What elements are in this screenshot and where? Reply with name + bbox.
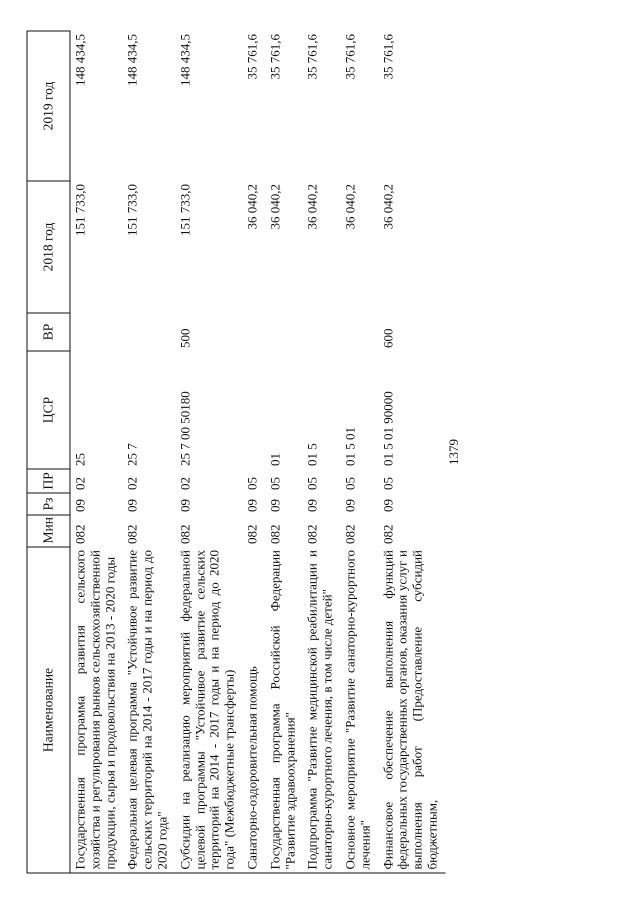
row-name: Финансовое обеспечение выполнения функций федеральных государственных органов, оказания услуг и выполнения работ (Предоставление субсидий бюджетным, — [378, 547, 445, 873]
row-2018: 151 733,0 — [72, 184, 88, 236]
row-csr: 01 5 01 — [342, 427, 358, 466]
row-vr — [265, 313, 303, 351]
row-pr: 05 — [244, 477, 260, 490]
row-csr: 25 — [72, 453, 88, 466]
row-2018: 36 040,2 — [304, 184, 320, 230]
page-number: 1379 — [446, 439, 461, 465]
row-vr — [123, 313, 175, 351]
row-rz: 09 — [124, 499, 140, 512]
row-name: Субсидии на реализацию мероприятий федеральной целевой программы "Устойчивое развитие сельских территорий на 2014 - 2017 годы и на период до 2020 года" (Межбюджетные трансферты) — [175, 547, 242, 873]
row-rz: 09 — [72, 499, 88, 512]
row-min: 082 — [124, 524, 140, 544]
row-pr: 05 — [267, 477, 283, 490]
row-min: 082 — [342, 524, 358, 544]
row-min: 082 — [267, 524, 283, 544]
table-row — [340, 31, 378, 873]
row-vr — [340, 313, 378, 351]
row-min: 082 — [72, 524, 88, 544]
row-name: Основное мероприятие "Развитие санаторно-курортного лечения" — [340, 547, 378, 873]
row-2019: 148 434,5 — [177, 34, 193, 86]
table-row — [378, 31, 445, 873]
header-min: Мин — [27, 515, 70, 547]
row-2018: 36 040,2 — [342, 184, 358, 230]
header-pr: ПР — [27, 469, 70, 493]
table-row — [175, 31, 242, 873]
row-vr: 600 — [380, 328, 396, 348]
header-name: Наименование — [27, 547, 70, 873]
row-2018: 151 733,0 — [177, 184, 193, 236]
row-vr — [242, 313, 265, 351]
row-csr: 01 5 — [304, 443, 320, 466]
header-2019: 2019 год — [27, 31, 70, 181]
row-2019: 35 761,6 — [342, 34, 358, 80]
row-rz: 09 — [342, 499, 358, 512]
row-csr — [242, 351, 265, 469]
row-vr: 500 — [177, 328, 193, 348]
row-rz: 09 — [177, 499, 193, 512]
row-2018: 36 040,2 — [267, 184, 283, 230]
row-2019: 35 761,6 — [244, 34, 260, 80]
row-pr: 05 — [342, 477, 358, 490]
budget-table — [27, 31, 446, 874]
row-csr: 01 5 01 90000 — [380, 391, 396, 466]
table-row — [242, 31, 265, 873]
row-2019: 148 434,5 — [124, 34, 140, 86]
row-2019: 148 434,5 — [72, 34, 88, 86]
header-rz: Рз — [27, 493, 70, 515]
header-row — [27, 31, 70, 873]
row-name: Федеральная целевая программа "Устойчивое развитие сельских территорий на 2014 - 2017 годы и на период до 2020 года" — [123, 547, 175, 873]
row-name: Государственная программа Российской Федерации "Развитие здравоохранения" — [265, 547, 303, 873]
row-csr: 25 7 — [124, 443, 140, 466]
row-rz: 09 — [380, 499, 396, 512]
row-name: Государственная программа развития сельского хозяйства и регулирования рынков сельскохозяйственной продукции, сырья и продовольствия на 2013 - 2020 годы — [70, 547, 123, 873]
row-2019: 35 761,6 — [380, 34, 396, 80]
row-name: Санаторно-оздоровительная помощь — [242, 547, 265, 873]
row-2019: 35 761,6 — [304, 34, 320, 80]
row-rz: 09 — [267, 499, 283, 512]
header-csr: ЦСР — [27, 351, 70, 469]
header-2018: 2018 год — [27, 181, 70, 313]
row-vr — [303, 313, 341, 351]
row-vr — [70, 313, 123, 351]
row-rz: 09 — [304, 499, 320, 512]
row-2018: 36 040,2 — [244, 184, 260, 230]
row-min: 082 — [177, 524, 193, 544]
row-csr: 25 7 00 50180 — [177, 391, 193, 466]
row-pr: 02 — [124, 477, 140, 490]
header-vr: ВР — [27, 313, 70, 351]
row-name: Подпрограмма "Развитие медицинской реабилитации и санаторно-курортного лечения, в том числе детей" — [303, 547, 341, 873]
row-csr: 01 — [267, 453, 283, 466]
row-2019: 35 761,6 — [267, 34, 283, 80]
table-row — [265, 31, 303, 873]
row-min: 082 — [304, 524, 320, 544]
row-pr: 05 — [380, 477, 396, 490]
rotated-table-container — [27, 32, 562, 874]
table-row — [303, 31, 341, 873]
row-pr: 05 — [304, 477, 320, 490]
table-row — [70, 31, 123, 873]
row-min: 082 — [380, 524, 396, 544]
row-2018: 36 040,2 — [380, 184, 396, 230]
row-2018: 151 733,0 — [124, 184, 140, 236]
row-rz: 09 — [244, 499, 260, 512]
row-pr: 02 — [177, 477, 193, 490]
table-row — [123, 31, 175, 873]
row-pr: 02 — [72, 477, 88, 490]
row-min: 082 — [244, 524, 260, 544]
